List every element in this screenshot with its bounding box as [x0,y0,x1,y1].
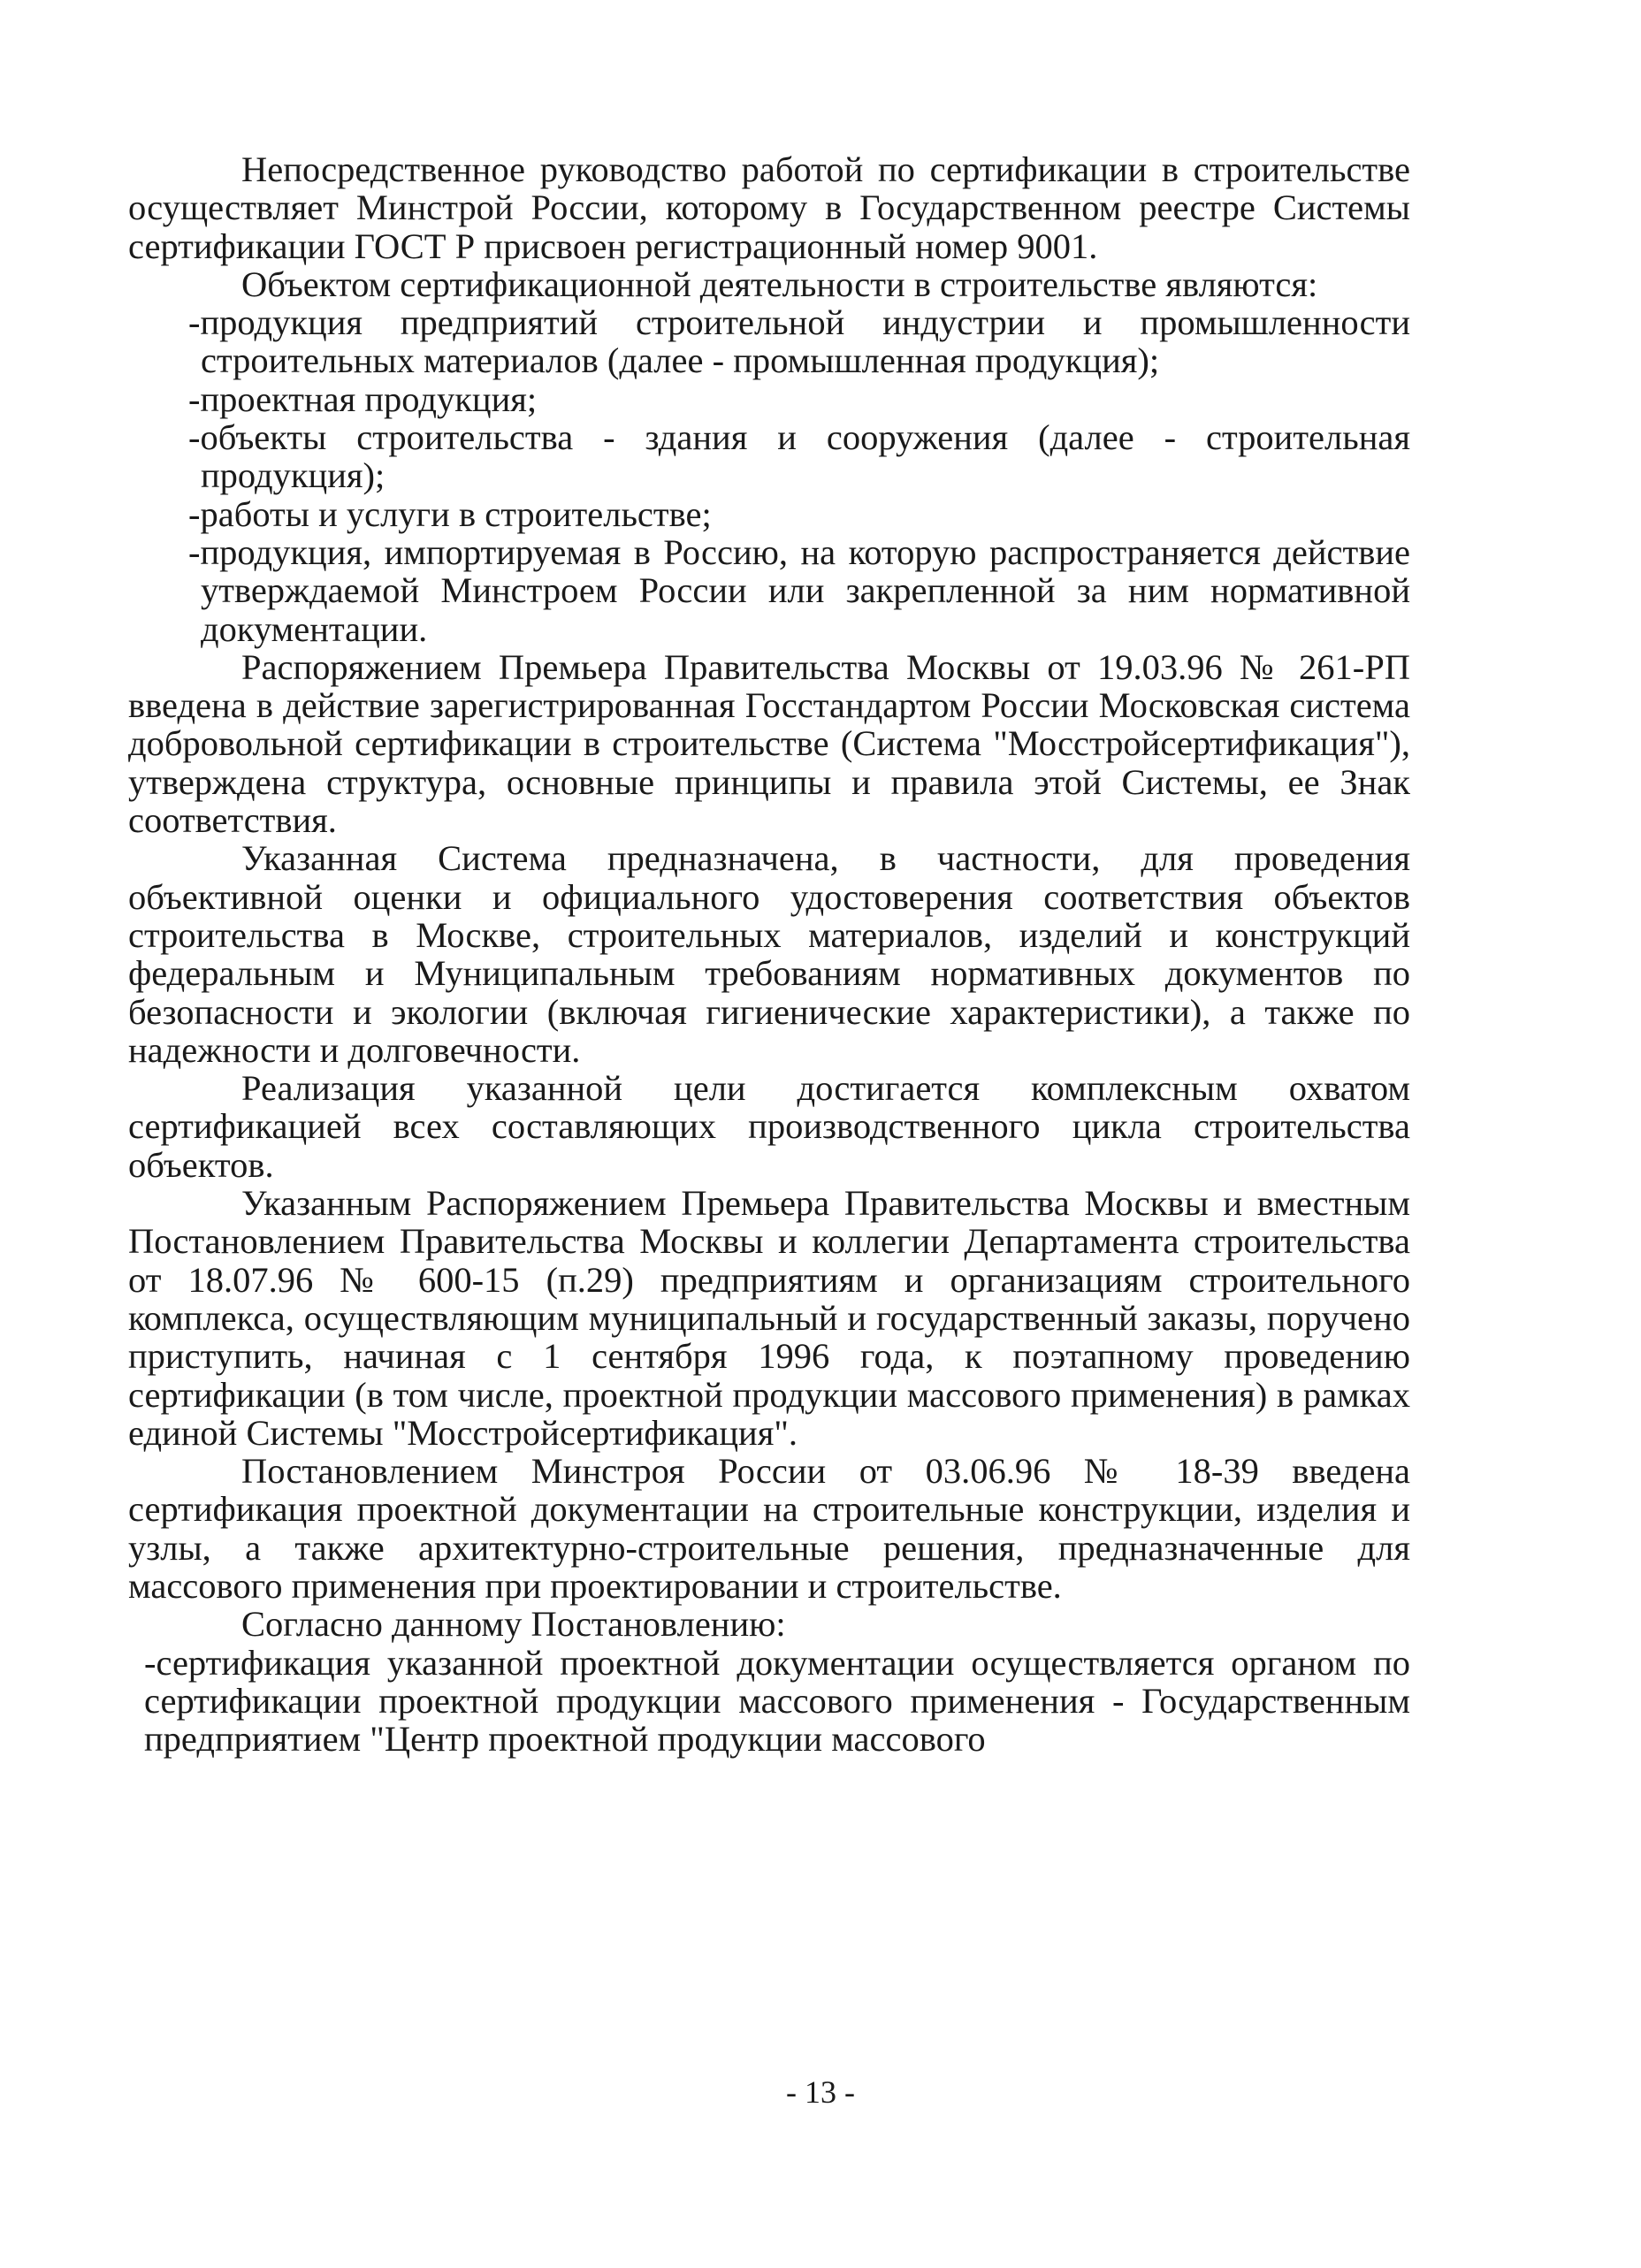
list-item: -работы и услуги в строительстве; [188,493,712,534]
paragraph-realizatsiya: Реализация указанной цели достигается комплексным охватом сертификацией всех составляющих производственного цикла строительства объектов. [128,1068,1410,1185]
paragraph-soglasno: Согласно данному Постановлению: [241,1604,786,1645]
paragraph-postanovleniem-minstroya: Постановлением Минстроя России от 03.06.96 № 18-39 введена сертификация проектной документации на строительные конструкции, изделия и узлы, а также архитектурно-строительные решения, предназначенные для массового применения при проектировании и строительстве. [128,1451,1410,1606]
objects-list [128,303,1410,648]
paragraph-ukazannym-rasporyazheniem: Указанным Распоряжением Премьера Правительства Москвы и вместным Постановлением Правительства Москвы и коллегии Департамента строительства от 18.07.96 № 600-15 (п.29) предприятиям и организациям строительного комплекса, осуществляющим муниципальный и государственный заказы, поручено приступить, начиная с 1 сентября 1996 года, к поэтапному проведению сертификации (в том числе, проектной продукции массового применения) в рамках единой Системы "Мосстройсертификация". [128,1183,1410,1453]
page-number: - 13 - [786,2074,855,2110]
paragraph-rasporyazheniem: Распоряжением Премьера Правительства Москвы от 19.03.96 № 261-РП введена в действие зарегистрированная Госстандартом России Московская система добровольной сертификации в строительстве (Система "Мосстройсертификация"), утверждена структура, основные принципы и правила этой Системы, ее Знак соответствия. [128,646,1410,841]
list-item: -проектная продукция; [188,378,538,419]
paragraph-sistema-prednaznachena: Указанная Система предназначена, в частности, для проведения объективной оценки и официального удостоверения соответствия объектов строительства в Москве, строительных материалов, изделий и конструкций федеральным и Муниципальным требованиям нормативных документов по безопасности и экологии (включая гигиенические характеристики), а также по надежности и долговечности. [128,838,1410,1070]
paragraph-obektom: Объектом сертификационной деятельности в строительстве являются: [241,263,1318,304]
document-body [128,150,1410,1758]
list-item: -продукция предприятий строительной индустрии и промышленности строительных материалов (далее - промышленная продукция); [188,302,1410,381]
final-list-item: -сертификация указанной проектной документации осуществляется органом по сертификации проектной продукции массового применения - Государственным предприятием "Центр проектной продукции массового [144,1642,1410,1760]
list-item: -продукция, импортируемая в Россию, на которую распространяется действие утверждаемой Минстроем России или закрепленной за ним нормативной документации. [188,531,1410,649]
list-item: -объекты строительства - здания и сооружения (далее - строительная продукция); [188,417,1410,496]
paragraph-rukovodstvo: Непосредственное руководство работой по сертификации в строительстве осуществляет Минстрой России, которому в Государственном реестре Системы сертификации ГОСТ Р присвоен регистрационный номер 9001. [128,149,1410,266]
